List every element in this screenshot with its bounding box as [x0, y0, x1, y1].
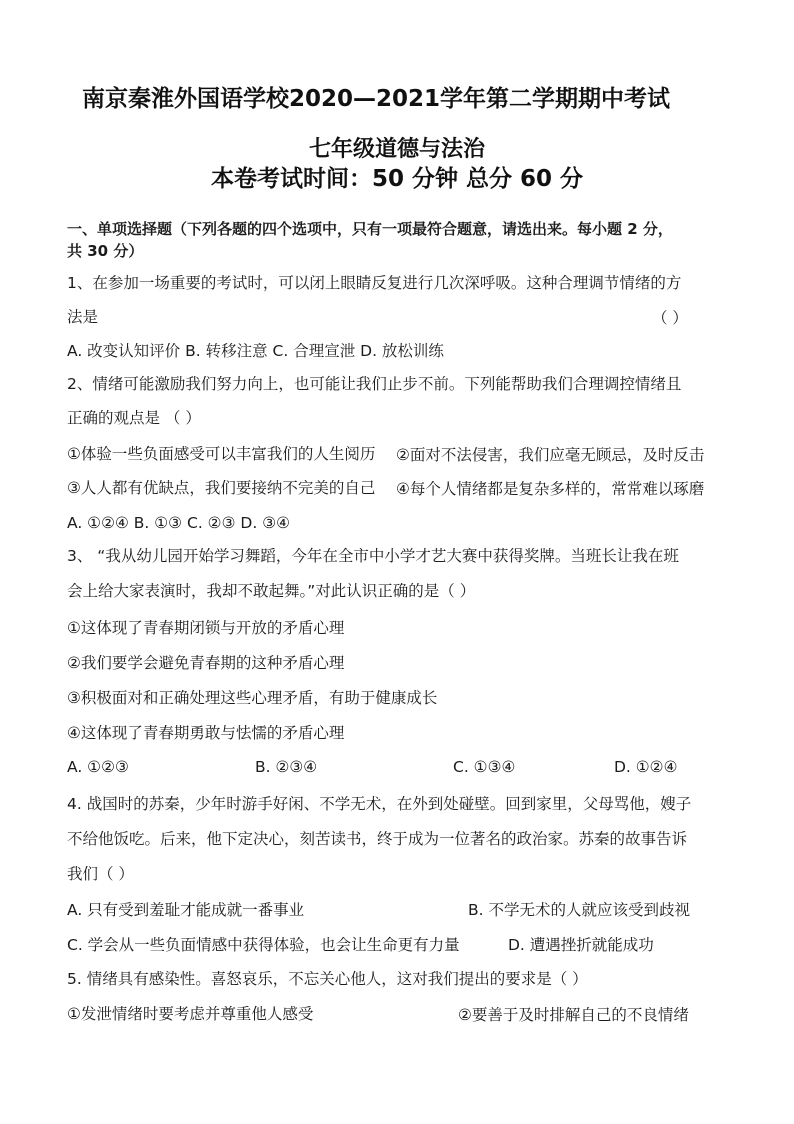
q1-stem-cont: 法是: [67, 308, 99, 326]
q3-item-2: ②我们要学会避免青春期的这种矛盾心理: [67, 654, 345, 672]
q1-options: A. 改变认知评价 B. 转移注意 C. 合理宣泄 D. 放松训练: [67, 342, 444, 360]
q2-stem: 2、情绪可能激励我们努力向上，也可能让我们止步不前。下列能帮助我们合理调控情绪且: [67, 375, 682, 393]
q3-option-b: B. ②③④: [255, 758, 318, 776]
q2-item-1: ①体验一些负面感受可以丰富我们的人生阅历: [67, 445, 376, 463]
subject-title: 七年级道德与法治: [308, 137, 485, 162]
section-heading: 一、单项选择题（下列各题的四个选项中，只有一项最符合题意，请选出来。每小题 2 分，: [67, 220, 673, 238]
q4-stem-cont: 不给他饭吃。后来，他下定决心，刻苦读书，终于成为一位著名的政治家。苏秦的故事告诉: [67, 830, 688, 848]
q5-stem: 5. 情绪具有感染性。喜怒哀乐，不忘关心他人，这对我们提出的要求是（ ）: [67, 970, 588, 988]
q1-answer-blank: （ ）: [652, 309, 688, 327]
exam-title: 南京秦淮外国语学校2020—2021学年第二学期期中考试: [82, 86, 671, 112]
q3-option-d: D. ①②④: [614, 758, 678, 776]
q3-item-1: ①这体现了青春期闭锁与开放的矛盾心理: [67, 619, 345, 637]
q3-option-c: C. ①③④: [453, 758, 516, 776]
q3-item-4: ④这体现了青春期勇敢与怯懦的矛盾心理: [67, 724, 345, 742]
q4-option-c: C. 学会从一些负面情感中获得体验，也会让生命更有力量: [67, 936, 460, 954]
q2-options: A. ①②④ B. ①③ C. ②③ D. ③④: [67, 514, 290, 532]
q4-option-d: D. 遭遇挫折就能成功: [508, 936, 654, 954]
time-score-line: 本卷考试时间：50 分钟 总分 60 分: [210, 166, 584, 192]
q5-item-1: ①发泄情绪时要考虑并尊重他人感受: [67, 1005, 314, 1023]
q3-option-a: A. ①②③: [67, 758, 129, 776]
q4-stem: 4. 战国时的苏秦，少年时游手好闲、不学无术，在外到处碰壁。回到家里，父母骂他，嫂子: [67, 795, 692, 813]
q2-stem-cont: 正确的观点是 （ ）: [67, 409, 201, 427]
q4-stem-cont-2: 我们（ ）: [67, 865, 134, 883]
q2-item-3: ③人人都有优缺点，我们要接纳不完美的自己: [67, 479, 376, 497]
q3-stem-cont: 会上给大家表演时，我却不敢起舞。”对此认识正确的是（ ）: [67, 582, 476, 600]
q3-item-3: ③积极面对和正确处理这些心理矛盾，有助于健康成长: [67, 689, 438, 707]
q3-stem: 3、 “我从幼儿园开始学习舞蹈，今年在全市中小学才艺大赛中获得奖牌。当班长让我在班: [67, 547, 679, 565]
q1-stem: 1、在参加一场重要的考试时，可以闭上眼睛反复进行几次深呼吸。这种合理调节情绪的方: [67, 274, 682, 292]
section-heading-cont: 共 30 分）: [67, 242, 144, 260]
q5-item-2: ②要善于及时排解自己的不良情绪: [458, 1006, 689, 1024]
q4-option-b: B. 不学无术的人就应该受到歧视: [468, 901, 690, 919]
q4-option-a: A. 只有受到羞耻才能成就一番事业: [67, 901, 305, 919]
q2-item-2: ②面对不法侵害，我们应毫无顾忌，及时反击: [396, 446, 705, 464]
q2-item-4: ④每个人情绪都是复杂多样的，常常难以琢磨: [396, 480, 705, 498]
